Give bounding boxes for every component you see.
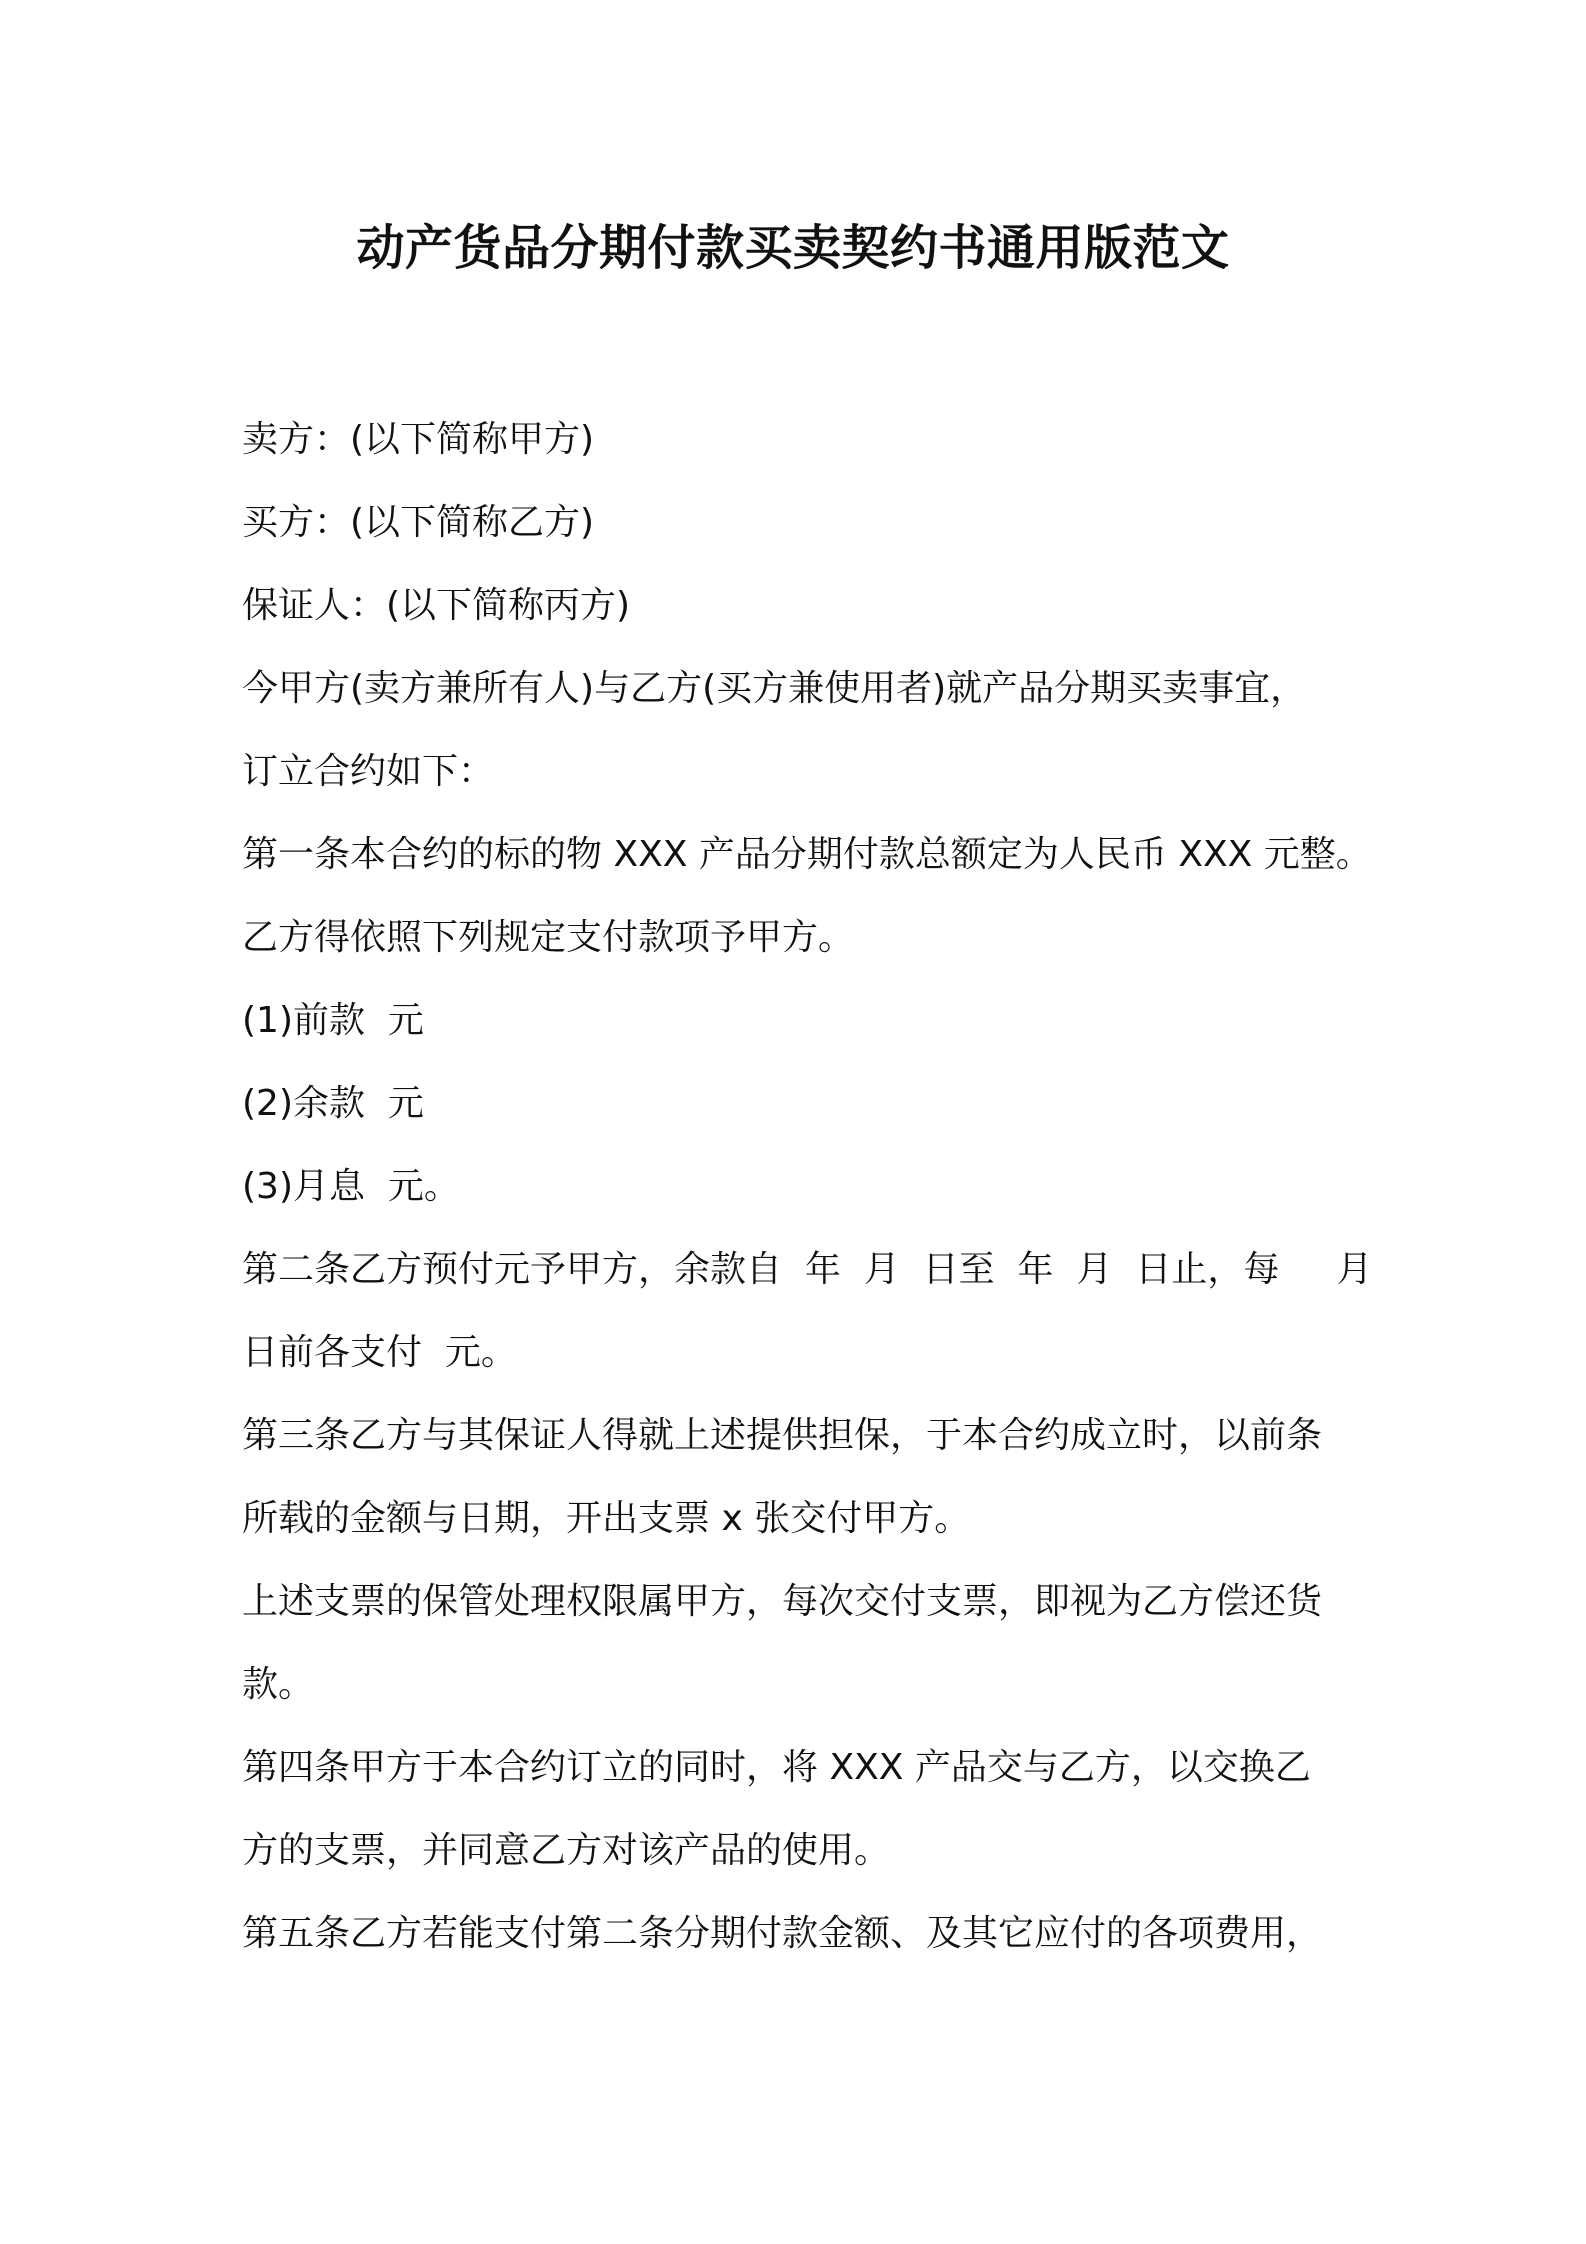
text-line-article-3-note-cont: 款。 [242, 1664, 315, 1705]
text-line-article-3-note: 上述支票的保管处理权限属甲方，每次交付支票，即视为乙方偿还货 [242, 1581, 1323, 1622]
text-line-article-5: 第五条乙方若能支付第二条分期付款金额、及其它应付的各项费用， [242, 1913, 1323, 1954]
text-line-item-1: (1)前款 元 [242, 1000, 424, 1041]
text-line-buyer: 买方：(以下简称乙方) [242, 502, 595, 543]
text-line-preamble: 今甲方(卖方兼所有人)与乙方(买方兼使用者)就产品分期买卖事宜， [242, 668, 1307, 709]
document-body [242, 398, 1373, 1975]
text-line-seller: 卖方：(以下简称甲方) [242, 419, 595, 460]
text-line-item-3: (3)月息 元。 [242, 1166, 460, 1207]
text-line-item-2: (2)余款 元 [242, 1083, 424, 1124]
text-line-article-4-cont: 方的支票，并同意乙方对该产品的使用。 [242, 1830, 891, 1871]
text-line-guarantor: 保证人：(以下简称丙方) [242, 585, 631, 626]
text-line-article-3-cont: 所载的金额与日期，开出支票 x 张交付甲方。 [242, 1498, 971, 1539]
text-line-article-1-cont: 乙方得依照下列规定支付款项予甲方。 [242, 917, 855, 958]
document-title: 动产货品分期付款买卖契约书通用版范文 [356, 220, 1230, 276]
text-line-article-4: 第四条甲方于本合约订立的同时，将 XXX 产品交与乙方，以交换乙 [242, 1747, 1311, 1788]
text-line-article-2-cont: 日前各支付 元。 [242, 1332, 517, 1373]
text-line-preamble-cont: 订立合约如下： [242, 751, 495, 792]
text-line-article-1: 第一条本合约的标的物 XXX 产品分期付款总额定为人民币 XXX 元整。 [242, 834, 1372, 875]
text-line-article-2: 第二条乙方预付元予甲方，余款自 年 月 日至 年 月 日止，每 月 [242, 1249, 1373, 1290]
text-line-article-3: 第三条乙方与其保证人得就上述提供担保，于本合约成立时，以前条 [242, 1415, 1323, 1456]
